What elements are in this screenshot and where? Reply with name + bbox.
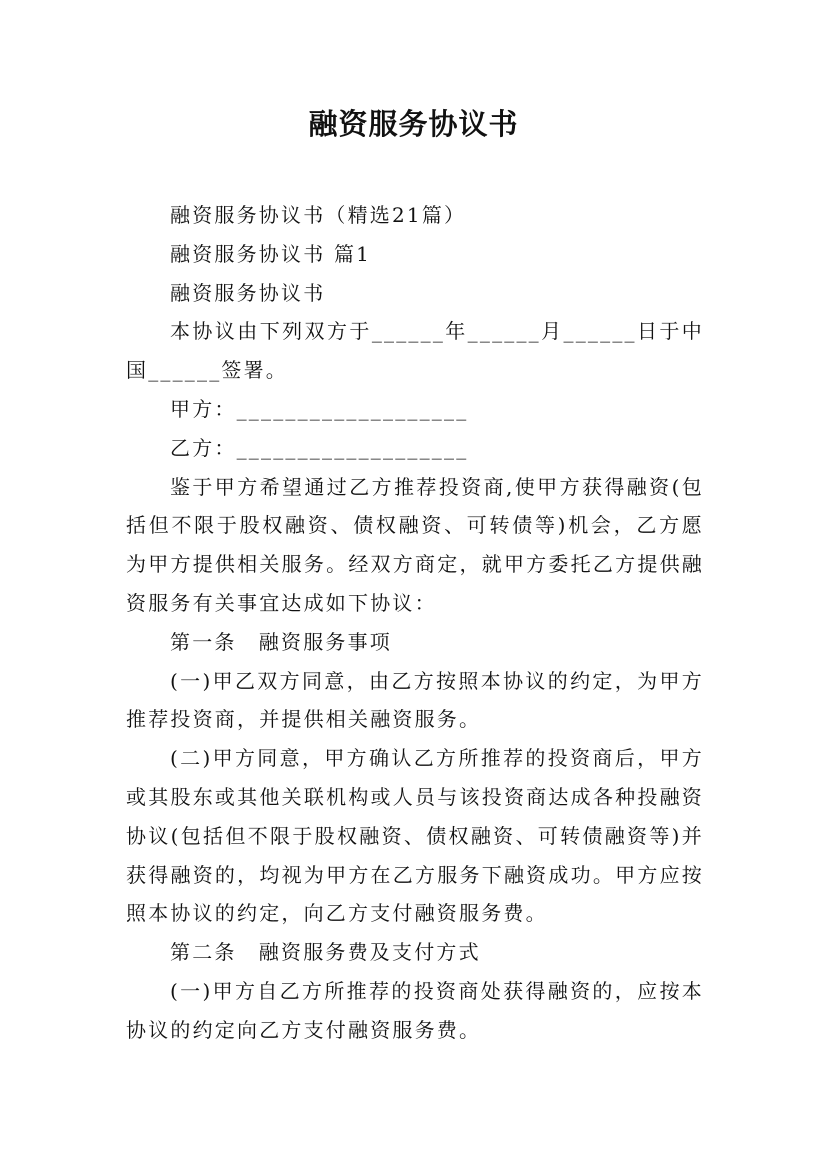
party-b-line: 乙方：___________________ (170, 435, 469, 460)
article-2-heading: 第二条 融资服务费及支付方式 (170, 940, 481, 965)
agreement-heading: 融资服务协议书 (170, 280, 326, 305)
subtitle-paragraph: 融资服务协议书（精选21篇） (170, 203, 467, 227)
article-1-clause-1: (一)甲乙双方同意，由乙方按照本协议的约定，为甲方推荐投资商，并提供相关融资服务。 (126, 668, 704, 732)
document-title: 融资服务协议书 (308, 107, 519, 141)
signing-date-paragraph: 本协议由下列双方于______年______月______日于中国______签署。 (126, 319, 704, 383)
article-1-heading: 第一条 融资服务事项 (170, 629, 392, 654)
document-body (126, 196, 704, 1050)
article-1-clause-2: (二)甲方同意，甲方确认乙方所推荐的投资商后，甲方或其股东或其他关联机构或人员与该投资商达成各种投融资协议(包括但不限于股权融资、债权融资、可转债融资等)并获得融资的，均视为甲方在乙方服务下融资成功。甲方应按照本协议的约定，向乙方支付融资服务费。 (126, 746, 704, 926)
section-heading: 融资服务协议书 篇1 (170, 241, 372, 266)
preamble-paragraph: 鉴于甲方希望通过乙方推荐投资商,使甲方获得融资(包括但不限于股权融资、债权融资、可转债等)机会，乙方愿为甲方提供相关服务。经双方商定，就甲方委托乙方提供融资服务有关事宜达成如下协议： (126, 474, 704, 615)
article-2-clause-1: (一)甲方自乙方所推荐的投资商处获得融资的，应按本协议的约定向乙方支付融资服务费。 (126, 978, 704, 1042)
party-a-line: 甲方：___________________ (170, 396, 469, 421)
